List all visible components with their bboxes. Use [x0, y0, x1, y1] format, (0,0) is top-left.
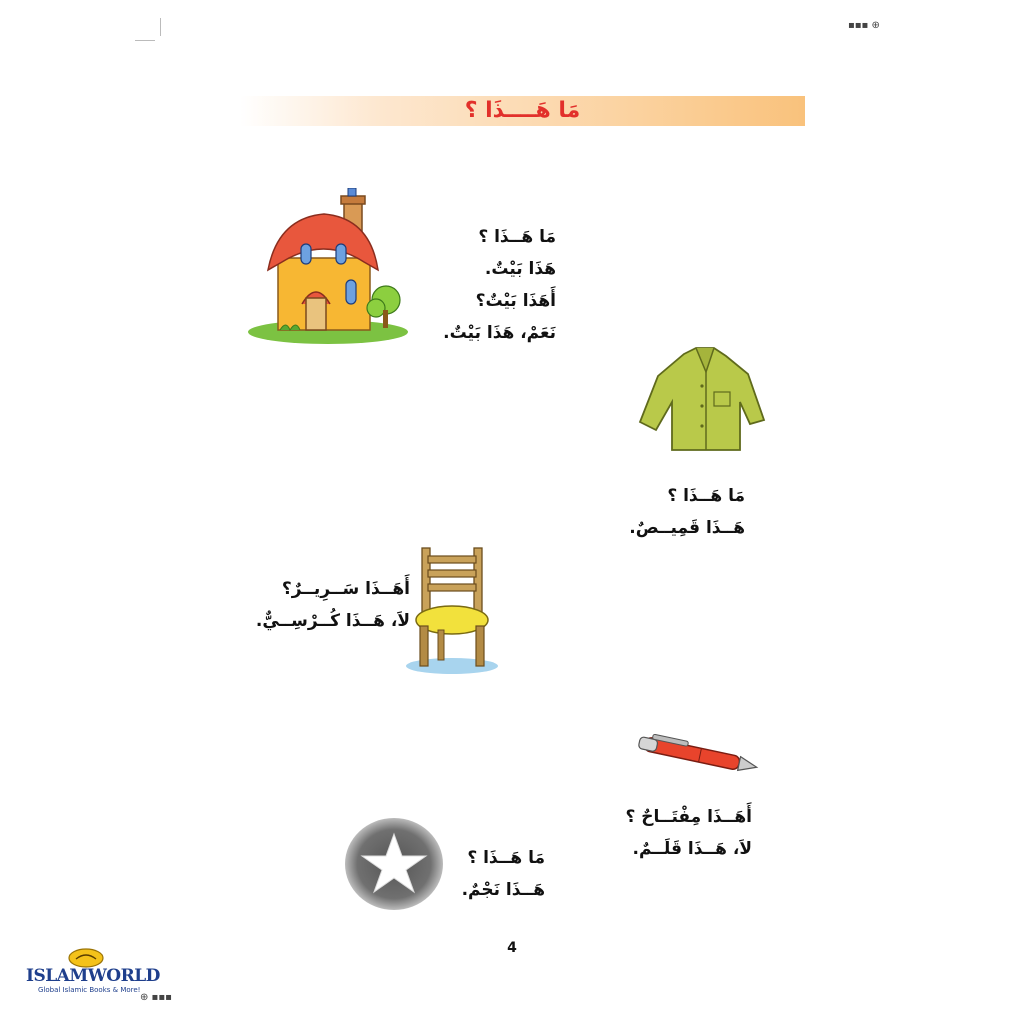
- dialogue-line: لاَ، هَــذَا كُــرْسِــيٌّ.: [255, 611, 410, 631]
- dialogue-line: هَــذَا قَمِيــصٌ.: [629, 518, 745, 538]
- pen-dialogue: [600, 801, 752, 865]
- dialogue-line: هَذَا بَيْتٌ.: [484, 259, 556, 279]
- star-dialogue: [440, 842, 545, 906]
- crop-mark: [135, 40, 155, 41]
- logo-tagline: Global Islamic Books & More!: [38, 986, 141, 994]
- shirt-dialogue: [600, 480, 745, 544]
- dialogue-line: هَــذَا نَجْمٌ.: [461, 880, 545, 900]
- pen-icon: [636, 734, 762, 776]
- shirt-icon: [636, 346, 768, 456]
- dialogue-line: أَهَــذَا سَــرِيــرٌ؟: [281, 579, 410, 599]
- logo-emblem-icon: [68, 948, 104, 968]
- title-band: [240, 96, 805, 126]
- dialogue-line: مَا هَــذَا ؟: [667, 486, 745, 506]
- chair-dialogue: [250, 573, 410, 637]
- registration-mark-icon: ▪▪▪ ⊕: [848, 20, 880, 31]
- house-dialogue: [380, 221, 556, 349]
- dialogue-line: أَهَــذَا مِفْتَــاحٌ ؟: [625, 807, 752, 827]
- chair-icon: [404, 544, 500, 676]
- dialogue-line: مَا هَــذَا ؟: [467, 848, 545, 868]
- dialogue-line: لاَ، هَــذَا قَلَــمٌ.: [632, 839, 752, 859]
- star-icon: [344, 816, 444, 912]
- dialogue-line: أَهَذَا بَيْتٌ؟: [475, 291, 556, 311]
- dialogue-line: مَا هَــذَا ؟: [478, 227, 556, 247]
- registration-mark-icon: ⊕ ▪▪▪: [140, 992, 172, 1003]
- page-title: مَا هَــــذَا ؟: [464, 98, 581, 123]
- dialogue-line: نَعَمْ، هَذَا بَيْتٌ.: [443, 323, 556, 343]
- logo-name: ISLAMWORLD: [26, 966, 160, 986]
- page-number: 4: [507, 940, 517, 956]
- crop-mark: [160, 18, 161, 36]
- islamworld-logo: [24, 948, 160, 998]
